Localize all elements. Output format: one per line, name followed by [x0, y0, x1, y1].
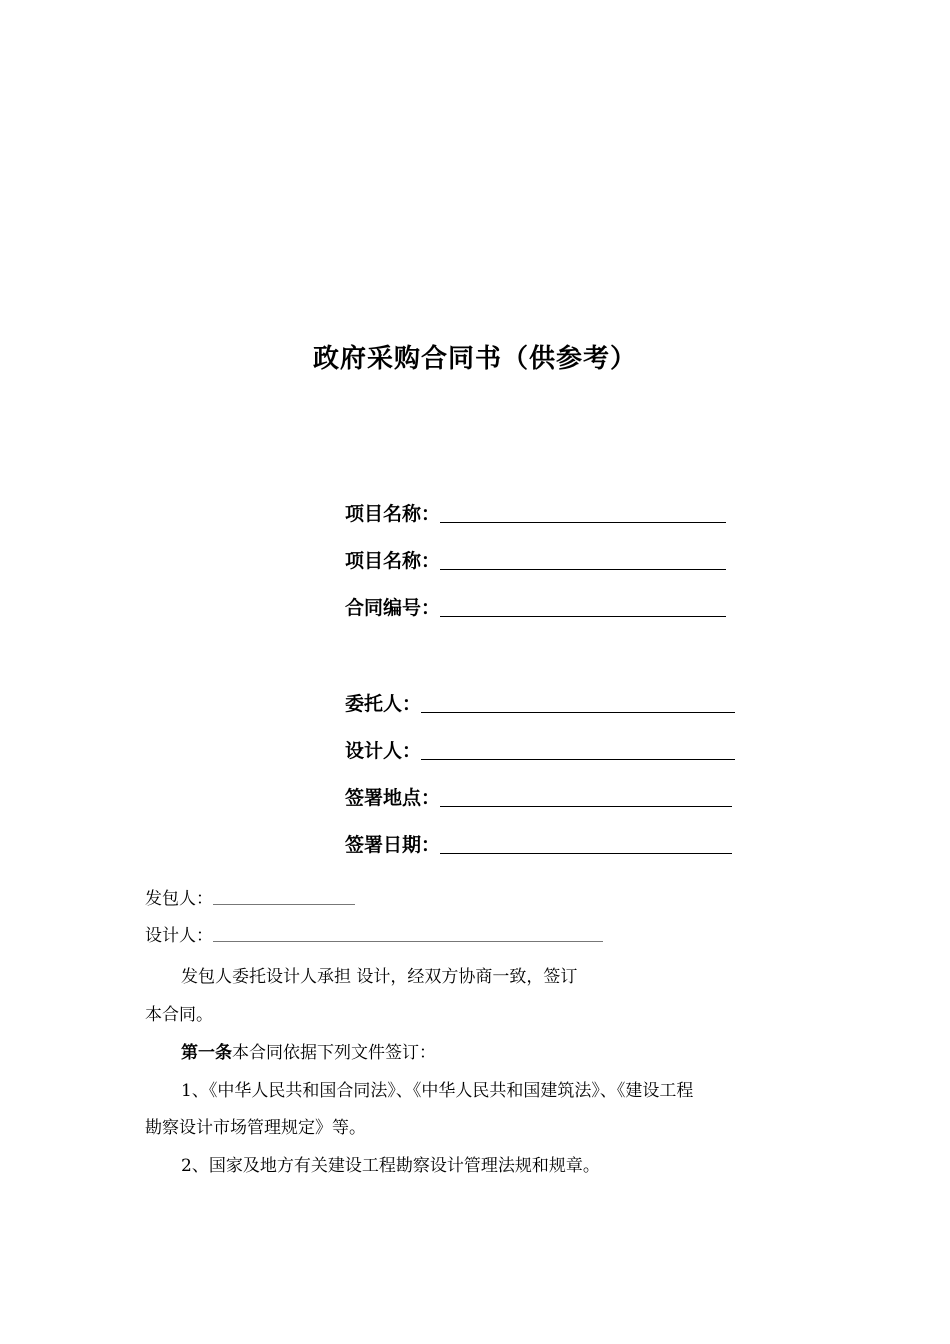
intro-line-1: 发包人委托设计人承担 设计，经双方协商一致，签订 — [181, 967, 578, 987]
contract-number-label: 合同编号： — [345, 597, 441, 619]
signing-place-blank[interactable] — [440, 784, 732, 807]
project-name-blank-2[interactable] — [440, 547, 726, 570]
designer-party-row — [145, 921, 603, 946]
project-name-blank[interactable] — [440, 500, 726, 523]
item-1-line-2: 勘察设计市场管理规定》等。 — [145, 1118, 366, 1138]
signing-place-field — [345, 780, 732, 810]
item-1-line-1: 1、《中华人民共和国合同法》、《中华人民共和国建筑法》、《建设工程 — [181, 1081, 694, 1101]
project-name-label-2: 项目名称： — [345, 550, 441, 572]
project-name-label: 项目名称： — [345, 503, 441, 525]
document-title: 政府采购合同书（供参考） — [312, 344, 637, 374]
employer-label: 发包人： — [145, 889, 213, 909]
designer-label: 设计人： — [345, 740, 422, 762]
employer-blank[interactable] — [213, 886, 355, 905]
signing-date-field — [345, 827, 732, 857]
article-1-text: 本合同依据下列文件签订： — [232, 1043, 436, 1063]
signing-date-label: 签署日期： — [345, 834, 441, 856]
designer-field — [345, 733, 735, 763]
contract-number-blank[interactable] — [440, 594, 726, 617]
signing-date-blank[interactable] — [440, 831, 732, 854]
intro-line-2: 本合同。 — [145, 1005, 213, 1025]
item-2: 2、国家及地方有关建设工程勘察设计管理法规和规章。 — [181, 1156, 600, 1176]
employer-row — [145, 884, 355, 909]
signing-place-label: 签署地点： — [345, 787, 441, 809]
client-field — [345, 686, 735, 716]
contract-number-field — [345, 590, 726, 620]
project-name-field-2 — [345, 543, 726, 573]
article-1-heading: 第一条 — [181, 1043, 232, 1063]
designer-blank[interactable] — [421, 737, 735, 760]
client-blank[interactable] — [421, 690, 735, 713]
designer-party-label: 设计人： — [145, 926, 213, 946]
designer-party-blank[interactable] — [213, 923, 603, 942]
project-name-field — [345, 496, 726, 526]
article-1 — [181, 1038, 436, 1063]
client-label: 委托人： — [345, 693, 422, 715]
